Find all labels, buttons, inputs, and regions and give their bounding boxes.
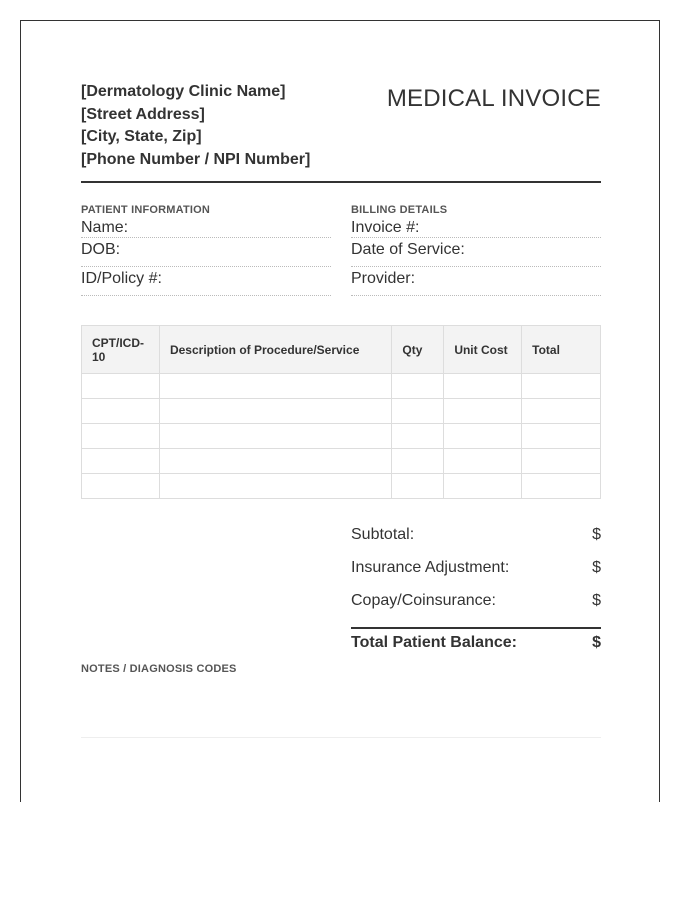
table-cell[interactable]: [159, 374, 391, 399]
table-cell[interactable]: [159, 474, 391, 499]
table-cell[interactable]: [444, 424, 522, 449]
patient-name-field[interactable]: Name:: [81, 217, 331, 238]
table-row: [82, 474, 601, 499]
table-cell[interactable]: [444, 374, 522, 399]
table-cell[interactable]: [392, 399, 444, 424]
patient-dob-field[interactable]: DOB:: [81, 239, 331, 267]
table-row: [82, 424, 601, 449]
clinic-info: [81, 81, 310, 171]
table-cell[interactable]: [522, 399, 601, 424]
table-cell[interactable]: [82, 449, 160, 474]
insurance-adjustment-label: Insurance Adjustment:: [351, 559, 510, 576]
table-cell[interactable]: [522, 374, 601, 399]
invoice-number-field[interactable]: Invoice #:: [351, 217, 601, 238]
table-cell[interactable]: [159, 424, 391, 449]
date-of-service-field[interactable]: Date of Service:: [351, 239, 601, 267]
clinic-city: [City, State, Zip]: [81, 128, 202, 145]
patient-info-heading: PATIENT INFORMATION: [81, 204, 211, 216]
col-header-total: Total: [522, 326, 601, 374]
notes-area[interactable]: [81, 737, 601, 738]
col-header-description: Description of Procedure/Service: [159, 326, 391, 374]
totals-divider: [351, 627, 601, 629]
header-divider: [81, 181, 601, 183]
clinic-phone: [Phone Number / NPI Number]: [81, 150, 311, 168]
copay-label: Copay/Coinsurance:: [351, 592, 496, 609]
insurance-adjustment-currency[interactable]: $: [592, 559, 601, 576]
total-balance-currency[interactable]: $: [592, 634, 601, 651]
table-cell[interactable]: [159, 399, 391, 424]
table-row: [82, 399, 601, 424]
billing-details: [351, 204, 601, 296]
services-table: [81, 325, 601, 499]
table-cell[interactable]: [82, 474, 160, 499]
table-cell[interactable]: [392, 449, 444, 474]
col-header-code: CPT/ICD-10: [82, 326, 160, 374]
totals-block: [351, 520, 601, 619]
table-cell[interactable]: [522, 424, 601, 449]
col-header-unit-cost: Unit Cost: [444, 326, 522, 374]
subtotal-currency[interactable]: $: [592, 526, 601, 543]
table-header-row: [82, 326, 601, 374]
insurance-adjustment-row: [351, 553, 601, 586]
subtotal-label: Subtotal:: [351, 526, 415, 543]
copay-currency[interactable]: $: [592, 592, 601, 609]
table-cell[interactable]: [392, 374, 444, 399]
table-cell[interactable]: [444, 474, 522, 499]
provider-field[interactable]: Provider:: [351, 268, 601, 296]
billing-details-heading: BILLING DETAILS: [351, 204, 448, 216]
col-header-qty: Qty: [392, 326, 444, 374]
copay-row: [351, 586, 601, 619]
invoice-title: MEDICAL INVOICE: [386, 85, 601, 112]
table-cell[interactable]: [522, 449, 601, 474]
table-cell[interactable]: [392, 474, 444, 499]
table-cell[interactable]: [444, 399, 522, 424]
table-cell[interactable]: [82, 399, 160, 424]
table-cell[interactable]: [392, 424, 444, 449]
table-cell[interactable]: [82, 374, 160, 399]
table-cell[interactable]: [159, 449, 391, 474]
patient-information: [81, 204, 331, 296]
table-row: [82, 449, 601, 474]
clinic-street: [Street Address]: [81, 105, 205, 123]
table-cell[interactable]: [82, 424, 160, 449]
clinic-name: [Dermatology Clinic Name]: [81, 83, 286, 100]
total-balance-row: [351, 634, 601, 656]
table-row: [82, 374, 601, 399]
table-cell[interactable]: [522, 474, 601, 499]
total-balance-label: Total Patient Balance:: [351, 634, 517, 651]
notes-heading: NOTES / DIAGNOSIS CODES: [81, 663, 237, 675]
patient-id-field[interactable]: ID/Policy #:: [81, 268, 331, 296]
subtotal-row: [351, 520, 601, 553]
table-cell[interactable]: [444, 449, 522, 474]
